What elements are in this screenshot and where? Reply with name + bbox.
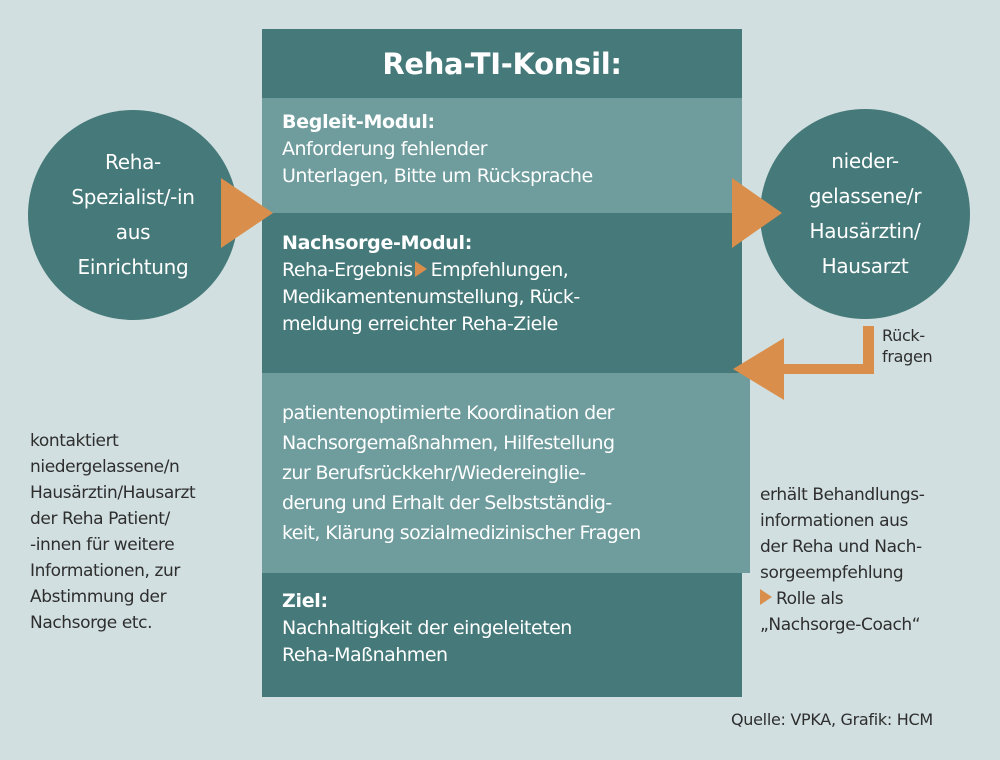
description-line: -innen für weitere <box>30 535 175 555</box>
node-line: Einrichtung <box>77 255 189 279</box>
description-line: erhält Behandlungs- <box>760 485 925 505</box>
koordination-line: zur Berufsrückkehr/Wiedereinglie- <box>282 462 586 484</box>
nachsorge-modul-line: meldung erreichter Reha-Ziele <box>282 313 558 335</box>
left-description <box>30 428 195 636</box>
source-credit: Quelle: VPKA, Grafik: HCM <box>731 710 933 729</box>
ziel-heading: Ziel: <box>282 590 328 612</box>
arrow-center-to-right-icon <box>732 178 782 248</box>
node-line: aus <box>115 220 151 244</box>
description-line: kontaktiert <box>30 431 119 451</box>
koordination-line: derung und Erhalt der Selbstständig- <box>282 492 612 514</box>
title-text: Reha-TI-Konsil: <box>382 46 622 81</box>
begleit-modul-line: Unterlagen, Bitte um Rücksprache <box>282 165 593 187</box>
rueckfragen-return-arrow-icon <box>733 326 874 400</box>
arrow-right-icon <box>760 589 772 605</box>
rueckfragen-line: Rück- <box>882 326 925 345</box>
ziel-line: Reha-Maßnahmen <box>282 644 448 666</box>
node-line: gelassene/r <box>808 184 922 208</box>
begleit-modul-line: Anforderung fehlender <box>282 138 488 160</box>
description-line: informationen aus <box>760 511 909 531</box>
description-line: Hausärztin/Hausarzt <box>30 483 196 503</box>
koordination-line: Nachsorgemaßnahmen, Hilfestellung <box>282 432 615 454</box>
description-line: „Nachsorge-Coach“ <box>760 615 921 635</box>
nachsorge-ergebnis-text: Reha-Ergebnis <box>282 259 413 281</box>
description-line: niedergelassene/n <box>30 457 180 477</box>
node-line: Reha- <box>105 150 161 174</box>
description-line: Abstimmung der <box>30 587 167 607</box>
nachsorge-modul-heading: Nachsorge-Modul: <box>282 232 473 254</box>
description-line: sorgeempfehlung <box>760 563 904 583</box>
rolle-text: Rolle als <box>776 589 844 609</box>
koordination-line: keit, Klärung sozialmedizinischer Fragen <box>282 522 641 544</box>
node-line: nieder- <box>831 149 899 173</box>
begleit-modul-heading: Begleit-Modul: <box>282 111 435 133</box>
nachsorge-modul-line: Medikamentenumstellung, Rück- <box>282 286 580 308</box>
ziel-line: Nachhaltigkeit der eingeleiteten <box>282 617 572 639</box>
node-line: Hausarzt <box>821 254 909 278</box>
description-line: der Reha Patient/ <box>30 509 170 529</box>
nachsorge-empfehlungen-text: Empfehlungen, <box>430 259 569 281</box>
right-description <box>760 482 924 638</box>
description-line: Informationen, zur <box>30 561 180 581</box>
rueckfragen-line: fragen <box>882 347 933 366</box>
description-line: der Reha und Nach- <box>760 537 922 557</box>
node-line: Hausärztin/ <box>809 219 921 243</box>
arrow-left-to-center-icon <box>221 178 273 248</box>
koordination-line: patientenoptimierte Koordination der <box>282 402 614 424</box>
rueckfragen-label <box>882 325 932 367</box>
description-line <box>760 586 924 612</box>
description-line: Nachsorge etc. <box>30 613 153 633</box>
node-line: Spezialist/-in <box>71 185 195 209</box>
